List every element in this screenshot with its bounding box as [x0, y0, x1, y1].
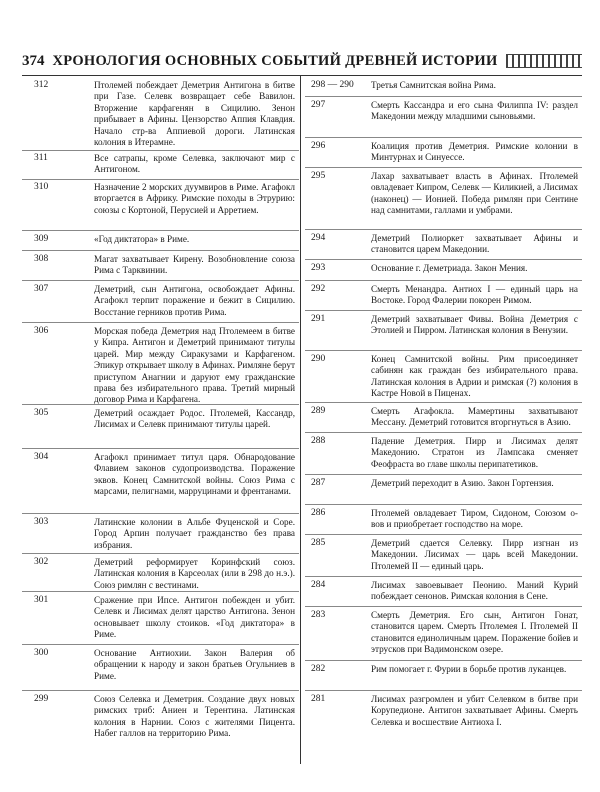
chronology-entry — [22, 648, 299, 682]
chronology-entry — [305, 263, 582, 275]
chronology-entry — [305, 508, 582, 531]
entry-text: Лахар захватывает власть в Афинах. Птолемей овладевает Кипром, Селевк — Киликией, а Лисимах (наконец) — Ионией. Победа римлян при Сентине над самнитами, галлами и умбрами. — [371, 171, 578, 216]
entry-text: Деметрий сдается Селевку. Пирр изгнан из Македонии. Лисимах — царь всей Македонии. Птолемей II — единый царь. — [371, 538, 578, 571]
entry-separator — [22, 591, 299, 592]
entry-text: Морская победа Деметрия над Птолемеем в битве у Кипра. Антигон и Деметрий принимают титулы царей. Мир между Сиракузами и Карфагеном. Эпикур открывает школу в Афинах. Римляне берут приступом Анагнии и даруют ему гражданские права без избирательного права. Третий мирный договор Рима и Карфагена. — [94, 326, 295, 405]
chronology-entry — [305, 664, 582, 676]
entry-separator — [22, 230, 299, 231]
entry-separator — [305, 280, 582, 281]
header-rule — [22, 75, 582, 76]
chronology-entry — [22, 408, 299, 431]
entry-text: Смерть Менандра. Антиох I — единый царь на Востоке. Город Фалерии покорен Римом. — [371, 284, 578, 306]
entry-year: 303 — [34, 517, 49, 527]
chronology-entry — [305, 436, 582, 470]
chronology-entry — [22, 557, 299, 591]
entry-text: Птолемей побеждает Деметрия Антигона в битве при Газе. Селевк возвращает себе Вавилон. Вторжение карфагенян в Сицилию. Зенон прибывает в Афины. Цензорство Аппия Клавдия. Начало стр-ва Аппиевой дороги. Латинская колония в Итерамне. — [94, 80, 295, 148]
entry-year: 287 — [311, 478, 326, 488]
page-header — [22, 50, 582, 72]
page-number: 374 — [22, 52, 45, 69]
entry-text: Все сатрапы, кроме Селевка, заключают мир с Антигоном. — [94, 153, 295, 175]
chronology-entry — [305, 284, 582, 307]
chronology-entry — [305, 538, 582, 572]
chronology-entry — [305, 580, 582, 603]
entry-year: 302 — [34, 557, 49, 567]
chronology-entry — [22, 517, 299, 551]
entry-separator — [22, 179, 299, 180]
chronology-entry — [305, 478, 582, 490]
entry-year: 293 — [311, 263, 326, 273]
entry-separator — [305, 432, 582, 433]
entry-text: Конец Самнитской войны. Рим присоединяет сабинян как граждан без избирательного права. Латинская колония в Адрии и римская (?) колония в Кастре Новой в Пиценах. — [371, 354, 578, 399]
entry-separator — [305, 96, 582, 97]
entry-text: Смерть Кассандра и его сына Филиппа IV: раздел Македонии между младшими сыновьями. — [371, 100, 578, 122]
entry-year: 288 — [311, 436, 326, 446]
entry-text: Деметрий осаждает Родос. Птолемей, Кассандр, Лисимах и Селевк принимают титулы царей. — [94, 408, 295, 430]
chronology-entry — [22, 234, 299, 246]
entry-text: Назначение 2 морских дуумвиров в Риме. Агафокл вторгается в Африку. Римские походы в Этрурию: союзы с Кортоной, Перусией и Арретием. — [94, 182, 295, 215]
entry-year: 283 — [311, 610, 326, 620]
entry-separator — [305, 350, 582, 351]
entry-year: 282 — [311, 664, 326, 674]
entry-year: 311 — [34, 153, 48, 163]
entry-year: 312 — [34, 80, 49, 90]
entry-year: 286 — [311, 508, 326, 518]
chronology-entry — [305, 100, 582, 123]
chronology-entry — [305, 354, 582, 400]
entry-text: «Год диктатора» в Риме. — [94, 234, 190, 244]
chronology-entry — [305, 406, 582, 429]
entry-separator — [22, 644, 299, 645]
chronology-entry — [22, 452, 299, 498]
entry-separator — [22, 250, 299, 251]
entry-year: 301 — [34, 595, 49, 605]
entry-year: 309 — [34, 234, 49, 244]
entry-year: 295 — [311, 171, 326, 181]
entry-year: 300 — [34, 648, 49, 658]
chronology-entry — [305, 610, 582, 656]
chronology-entry — [22, 80, 299, 148]
entry-separator — [305, 137, 582, 138]
entry-text: Основание Антиохии. Закон Валерия об обращении к народу и закон братьев Огульниев в Риме. — [94, 648, 295, 681]
entry-year: 296 — [311, 141, 326, 151]
entry-separator — [305, 402, 582, 403]
entry-separator — [22, 322, 299, 323]
entry-text: Лисимах завоевывает Пеонию. Маний Курий побеждает сенонов. Римская колония в Сене. — [371, 580, 578, 602]
entry-year: 292 — [311, 284, 326, 294]
chronology-entry — [22, 326, 299, 406]
entry-text: Смерть Агафокла. Мамертины захватывают Мессану. Деметрий готовится вторгнуться в Азию. — [371, 406, 578, 428]
entry-text: Основание г. Деметриада. Закон Мения. — [371, 263, 528, 273]
entry-text: Рим помогает г. Фурии в борьбе против луканцев. — [371, 664, 567, 674]
column-divider — [300, 75, 301, 764]
entry-year: 284 — [311, 580, 326, 590]
chronology-entry — [305, 694, 582, 728]
entry-year: 290 — [311, 354, 326, 364]
entry-separator — [305, 310, 582, 311]
entry-text: Союз Селевка и Деметрия. Создание двух новых римских триб: Аниен и Терентина. Латинская колония в Нарнии. Союз с жителями Пицента. Набег галлов на территорию Рима. — [94, 694, 295, 739]
chronology-entry — [22, 182, 299, 216]
chronology-entry — [305, 171, 582, 217]
entry-separator — [305, 229, 582, 230]
entry-text: Деметрий захватывает Фивы. Война Деметрия с Этолией и Пирром. Латинская колония в Венузии. — [371, 314, 578, 336]
entry-text: Падение Деметрия. Пирр и Лисимах делят Македонию. Стратон из Лампсака сменяет Феофраста во главе школы перипатетиков. — [371, 436, 578, 469]
entry-text: Деметрий переходит в Азию. Закон Гортензия. — [371, 478, 554, 488]
entry-separator — [305, 167, 582, 168]
entry-text: Магат захватывает Кирену. Возобновление союза Рима с Тарквинии. — [94, 254, 295, 276]
entry-year: 306 — [34, 326, 49, 336]
entry-separator — [305, 534, 582, 535]
entry-text: Смерть Деметрия. Его сын, Антигон Гонат, становится царем. Смерть Птолемея I. Птолемей II становится единоличным царем. Поражение бойев и этрусков при Вадимонском озере. — [371, 610, 578, 655]
entry-year: 305 — [34, 408, 49, 418]
entry-year: 294 — [311, 233, 326, 243]
entry-year: 307 — [34, 284, 49, 294]
entry-year: 308 — [34, 254, 49, 264]
entry-separator — [22, 690, 299, 691]
entry-text: Агафокл принимает титул царя. Обнародование Флавием законов судопроизводства. Поражение эквов. Конец Самнитской войны. Союз Рима с марсами, пелигнами, марруцинами и френтанами. — [94, 452, 295, 497]
entry-text: Сражение при Ипсе. Антигон побежден и убит. Селевк и Лисимах делят царство Антигона. Зенон основывает школу стоиков. «Год диктатора» в Риме. — [94, 595, 295, 640]
entry-year: 310 — [34, 182, 49, 192]
entry-year: 289 — [311, 406, 326, 416]
entry-separator — [305, 259, 582, 260]
entry-year: 291 — [311, 314, 326, 324]
entry-year: 304 — [34, 452, 49, 462]
entry-text: Деметрий, сын Антигона, освобождает Афины. Агафокл терпит поражение и бежит в Сицилию. Восстание герников против Рима. — [94, 284, 295, 317]
chronology-entry — [305, 80, 582, 92]
chronology-entry — [22, 694, 299, 740]
entry-separator — [22, 513, 299, 514]
chronology-entry — [305, 233, 582, 256]
entry-text: Третья Самнитская война Рима. — [371, 80, 496, 90]
entry-separator — [305, 690, 582, 691]
entry-year: 285 — [311, 538, 326, 548]
entry-separator — [305, 504, 582, 505]
entry-separator — [22, 280, 299, 281]
chronology-entry — [22, 595, 299, 641]
entry-year: 298 — 290 — [311, 80, 354, 90]
entry-separator — [22, 553, 299, 554]
chronology-entry — [305, 314, 582, 337]
entry-text: Лисимах разгромлен и убит Селевком в битве при Корупедионе. Антигон захватывает Афины. Смерть Селевка и восшествие Антиоха I. — [371, 694, 578, 727]
entry-separator — [305, 660, 582, 661]
entry-year: 299 — [34, 694, 49, 704]
entry-separator — [22, 404, 299, 405]
entry-text: Коалиция против Деметрия. Римские колонии в Минтурнах и Синуессе. — [371, 141, 578, 163]
entry-text: Птолемей овладевает Тиром, Сидоном, Союзом о-вов и приобретает господство на море. — [371, 508, 578, 530]
chronology-entry — [22, 254, 299, 277]
chronology-entry — [22, 284, 299, 318]
entry-separator — [305, 474, 582, 475]
entry-separator — [305, 606, 582, 607]
entry-text: Латинские колонии в Альбе Фуценской и Соре. Город Арпин получает гражданство без права избрания. — [94, 517, 295, 550]
entry-year: 297 — [311, 100, 326, 110]
entry-separator — [305, 576, 582, 577]
page-title: ХРОНОЛОГИЯ ОСНОВНЫХ СОБЫТИЙ ДРЕВНЕЙ ИСТОРИИ — [52, 52, 498, 69]
chronology-entry — [22, 153, 299, 176]
header-ornament — [506, 54, 582, 68]
chronology-entry — [305, 141, 582, 164]
entry-year: 281 — [311, 694, 326, 704]
entry-text: Деметрий Полиоркет захватывает Афины и становится царем Македонии. — [371, 233, 578, 255]
entry-separator — [22, 150, 299, 151]
entry-text: Деметрий реформирует Коринфский союз. Латинская колония в Карсеолах (или в 298 до н.э.). Союз римлян с вестинами. — [94, 557, 295, 590]
entry-separator — [22, 448, 299, 449]
